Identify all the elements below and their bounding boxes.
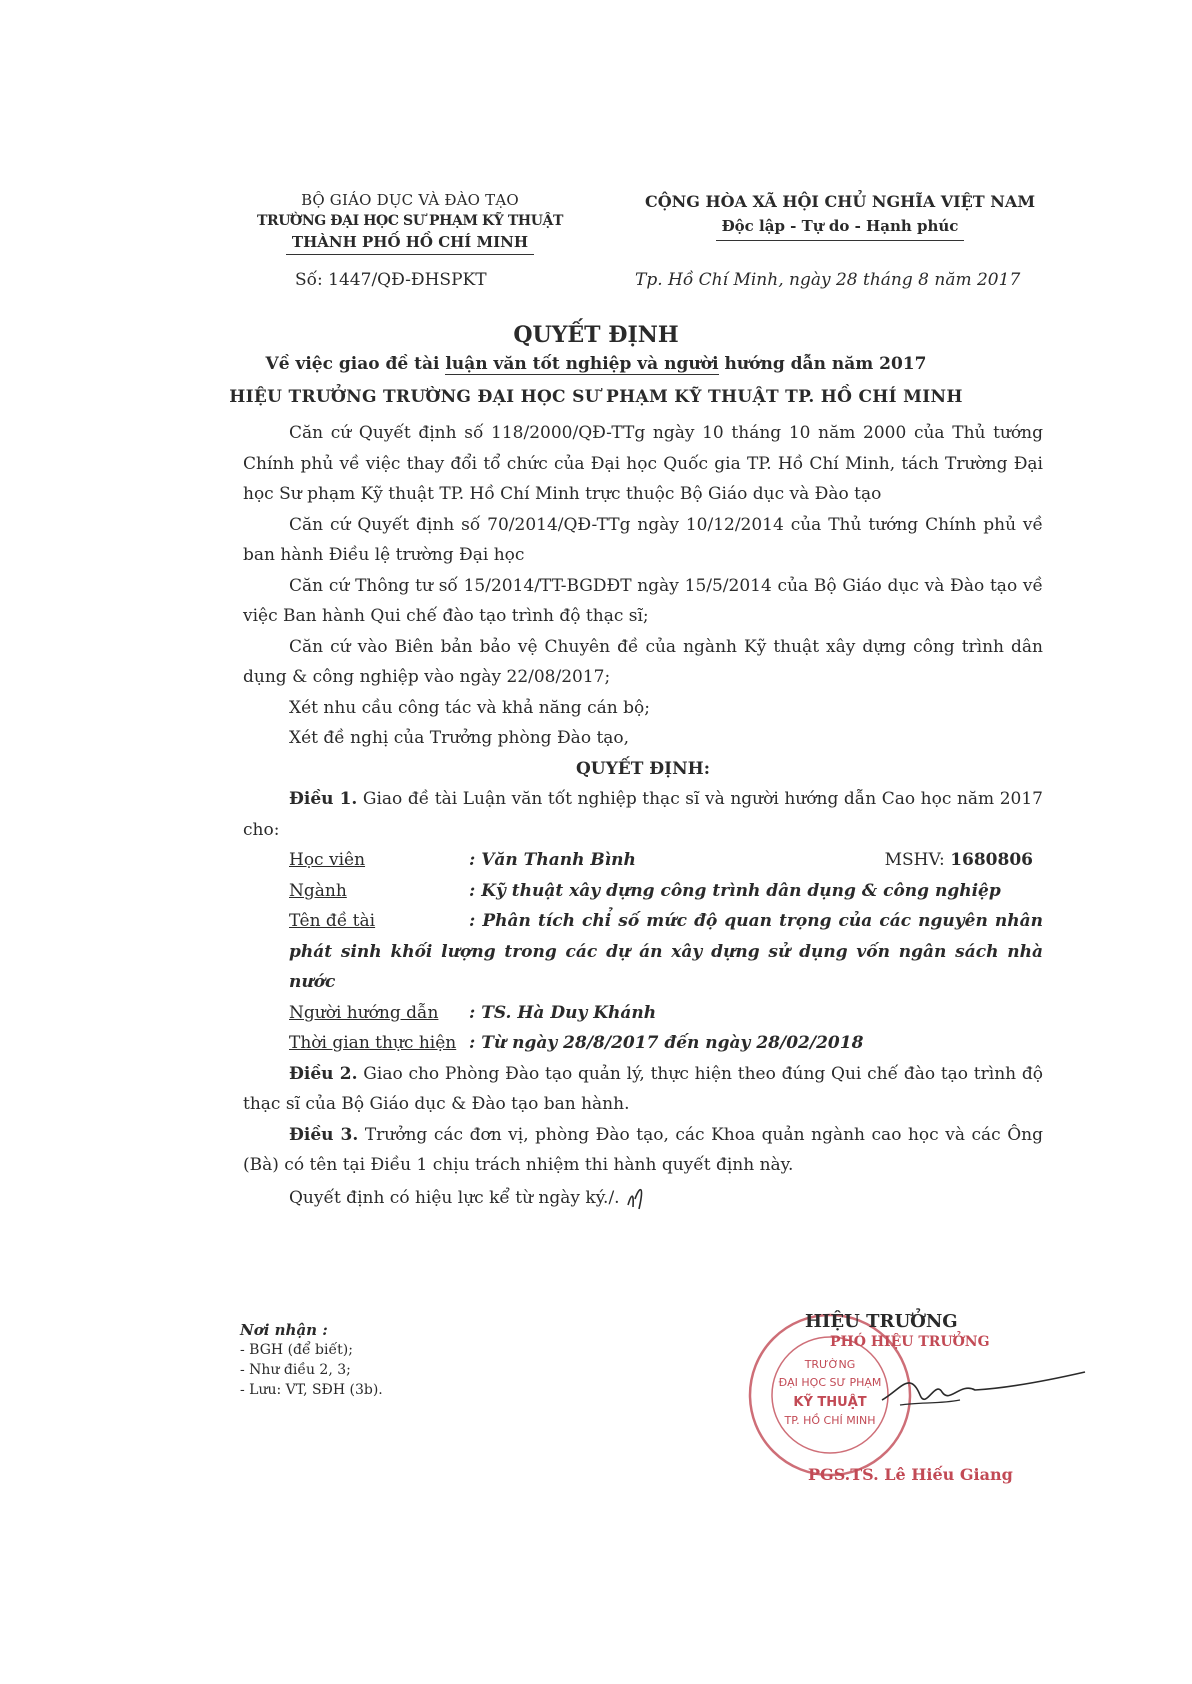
city-name: THÀNH PHỐ HỒ CHÍ MINH — [286, 232, 534, 255]
signer-title: HIỆU TRƯỞNG — [805, 1311, 958, 1332]
effective-text: Quyết định có hiệu lực kể từ ngày ký./. — [289, 1187, 620, 1208]
recipient-item: - BGH (để biết); — [240, 1342, 353, 1358]
basis-paragraph: Xét nhu cầu công tác và khả năng cán bộ; — [289, 697, 650, 718]
advisor-value: : TS. Hà Duy Khánh — [469, 1002, 657, 1023]
document-body — [243, 418, 1043, 1213]
stamp-line: ĐẠI HỌC SƯ PHẠM — [778, 1376, 882, 1389]
article-3-label: Điều 3. — [289, 1124, 359, 1145]
student-id-value: 1680806 — [950, 850, 1033, 870]
document-number: Số: 1447/QĐ-ĐHSPKT — [295, 270, 487, 290]
recipients-heading: Nơi nhận : — [240, 1321, 328, 1339]
article-3 — [243, 1120, 1043, 1181]
time-value: : Từ ngày 28/8/2017 đến ngày 28/02/2018 — [469, 1033, 864, 1053]
recipient-item: - Như điều 2, 3; — [240, 1362, 351, 1378]
basis-paragraph: Xét đề nghị của Trưởng phòng Đào tạo, — [289, 728, 630, 748]
major-label: Ngành — [289, 880, 347, 901]
stamp-line: TRƯỜNG — [804, 1358, 856, 1371]
issuer-header — [250, 190, 570, 255]
motto: Độc lập - Tự do - Hạnh phúc — [716, 214, 965, 241]
topic-label: Tên đề tài — [289, 911, 376, 931]
topic-row — [243, 906, 1043, 998]
national-header — [640, 190, 1040, 241]
article-1 — [243, 784, 1043, 845]
student-id — [885, 845, 1033, 876]
ministry-name: BỘ GIÁO DỤC VÀ ĐÀO TẠO — [301, 191, 519, 209]
stamp-line: TP. HỒ CHÍ MINH — [784, 1414, 876, 1427]
country-name: CỘNG HÒA XÃ HỘI CHỦ NGHĨA VIỆT NAM — [644, 192, 1036, 211]
effective-clause — [243, 1181, 1043, 1214]
initial-mark-icon — [625, 1181, 651, 1211]
signer-name: PGS.TS. Lê Hiếu Giang — [808, 1465, 1013, 1484]
recipients — [240, 1320, 383, 1400]
recipient-item: - Lưu: VT, SĐH (3b). — [240, 1382, 383, 1398]
article-2-label: Điều 2. — [289, 1063, 358, 1084]
subtitle-part-1: Về việc giao đề tài — [265, 354, 446, 374]
student-label: Học viên — [289, 850, 366, 870]
advisor-label: Người hướng dẫn — [289, 1002, 439, 1023]
article-2-text: Giao cho Phòng Đào tạo quản lý, thực hiện theo đúng Qui chế đào tạo trình độ thạc sĩ của Bộ Giáo dục & Đào tạo ban hành. — [243, 1063, 1043, 1114]
topic-value: : Phân tích chỉ số mức độ quan trọng của các nguyên nhân phát sinh khối lượng trong các dự án xây dựng sử dụng vốn ngân sách nhà nước — [289, 911, 1043, 992]
stamp-line: KỸ THUẬT — [793, 1395, 867, 1410]
time-label: Thời gian thực hiện — [289, 1033, 457, 1053]
decision-heading: QUYẾT ĐỊNH: — [576, 758, 710, 779]
article-1-text: Giao đề tài Luận văn tốt nghiệp thạc sĩ và người hướng dẫn Cao học năm 2017 cho: — [243, 789, 1043, 840]
issuer-title: HIỆU TRƯỞNG TRƯỜNG ĐẠI HỌC SƯ PHẠM KỸ THUẬT TP. HỒ CHÍ MINH — [229, 387, 963, 407]
subtitle-part-2: luận văn tốt nghiệp và người — [445, 354, 719, 374]
basis-paragraph: Căn cứ Quyết định số 118/2000/QĐ-TTg ngày 10 tháng 10 năm 2000 của Thủ tướng Chính phủ về việc thay đổi tổ chức của Đại học Quốc gia TP. Hồ Chí Minh, tách Trường Đại học Sư phạm Kỹ thuật TP. Hồ Chí Minh trực thuộc Bộ Giáo dục và Đào tạo — [243, 423, 1043, 504]
student-value: : Văn Thanh Bình — [469, 850, 636, 870]
basis-paragraph: Căn cứ vào Biên bản bảo vệ Chuyên đề của ngành Kỹ thuật xây dựng công trình dân dụng & công nghiệp vào ngày 22/08/2017; — [243, 636, 1043, 687]
article-2 — [243, 1059, 1043, 1120]
subtitle-part-3: hướng dẫn năm 2017 — [718, 354, 927, 374]
advisor-row — [243, 998, 1043, 1029]
document-subtitle — [0, 354, 1192, 374]
basis-paragraph: Căn cứ Quyết định số 70/2014/QĐ-TTg ngày 10/12/2014 của Thủ tướng Chính phủ về ban hành Điều lệ trường Đại học — [243, 514, 1043, 565]
student-id-label: MSHV: — [884, 850, 951, 870]
article-3-text: Trưởng các đơn vị, phòng Đào tạo, các Khoa quản ngành cao học và các Ông (Bà) có tên tại Điều 1 chịu trách nhiệm thi hành quyết định này. — [243, 1124, 1043, 1175]
signer-role-stamp: PHÓ HIỆU TRƯỞNG — [830, 1334, 990, 1350]
major-value: : Kỹ thuật xây dựng công trình dân dụng & công nghiệp — [469, 880, 1001, 901]
student-row — [243, 845, 1043, 876]
handwritten-signature — [880, 1360, 1090, 1430]
article-1-label: Điều 1. — [289, 789, 358, 809]
basis-paragraph: Căn cứ Thông tư số 15/2014/TT-BGDĐT ngày 15/5/2014 của Bộ Giáo dục và Đào tạo về việc Ban hành Qui chế đào tạo trình độ thạc sĩ; — [243, 575, 1043, 626]
document-title: QUYẾT ĐỊNH — [513, 322, 679, 348]
major-row — [243, 876, 1043, 907]
university-name: TRƯỜNG ĐẠI HỌC SƯ PHẠM KỸ THUẬT — [257, 213, 563, 229]
time-row — [243, 1028, 1043, 1059]
place-date: Tp. Hồ Chí Minh, ngày 28 tháng 8 năm 2017 — [635, 270, 1021, 290]
